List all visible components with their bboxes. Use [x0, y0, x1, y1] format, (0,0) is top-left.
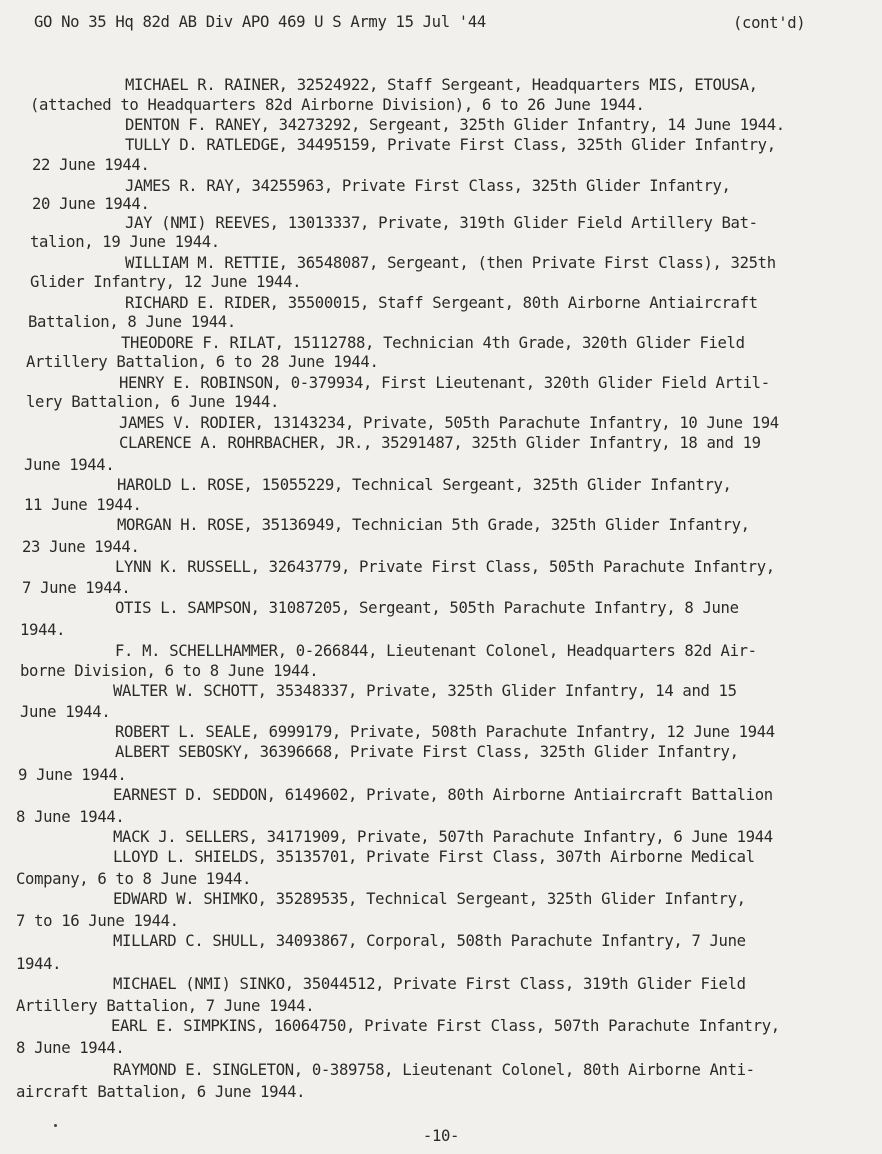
text-line: 7 June 1944. — [22, 579, 131, 597]
text-line: 22 June 1944. — [32, 156, 150, 174]
text-line: EDWARD W. SHIMKO, 35289535, Technical Sergeant, 325th Glider Infantry, — [113, 890, 746, 908]
text-line: 1944. — [20, 621, 66, 639]
text-line: MORGAN H. ROSE, 35136949, Technician 5th Grade, 325th Glider Infantry, — [117, 516, 750, 534]
text-line: F. M. SCHELLHAMMER, 0-266844, Lieutenant Colonel, Headquarters 82d Air- — [115, 642, 757, 660]
text-line: LYNN K. RUSSELL, 32643779, Private First Class, 505th Parachute Infantry, — [115, 558, 775, 576]
order-reference: GO No 35 Hq 82d AB Div APO 469 U S Army 15 Jul '44 — [34, 13, 486, 31]
text-line: Company, 6 to 8 June 1944. — [16, 870, 251, 888]
text-line: 1944. — [16, 955, 62, 973]
text-line: Artillery Battalion, 6 to 28 June 1944. — [26, 353, 379, 371]
continued-marker: (cont'd) — [733, 14, 806, 32]
text-line: lery Battalion, 6 June 1944. — [26, 393, 280, 411]
page-number: -10- — [422, 1127, 460, 1145]
text-line: JAMES V. RODIER, 13143234, Private, 505th Parachute Infantry, 10 June 194 — [119, 414, 779, 432]
text-line: ROBERT L. SEALE, 6999179, Private, 508th Parachute Infantry, 12 June 1944 — [115, 723, 775, 741]
text-line: June 1944. — [20, 703, 111, 721]
text-line: 8 June 1944. — [16, 808, 125, 826]
text-line: ALBERT SEBOSKY, 36396668, Private First Class, 325th Glider Infantry, — [115, 743, 739, 761]
text-line: 20 June 1944. — [32, 195, 150, 213]
text-line: JAY (NMI) REEVES, 13013337, Private, 319th Glider Field Artillery Bat- — [125, 214, 758, 232]
text-line: MICHAEL (NMI) SINKO, 35044512, Private First Class, 319th Glider Field — [113, 975, 746, 993]
text-line: CLARENCE A. ROHRBACHER, JR., 35291487, 325th Glider Infantry, 18 and 19 — [119, 434, 761, 452]
text-line: 7 to 16 June 1944. — [16, 912, 179, 930]
text-line: 23 June 1944. — [22, 538, 140, 556]
text-line: JAMES R. RAY, 34255963, Private First Class, 325th Glider Infantry, — [125, 177, 731, 195]
text-line: MICHAEL R. RAINER, 32524922, Staff Sergeant, Headquarters MIS, ETOUSA, — [125, 76, 758, 94]
text-line: MACK J. SELLERS, 34171909, Private, 507th Parachute Infantry, 6 June 1944 — [113, 828, 773, 846]
text-line: talion, 19 June 1944. — [30, 233, 220, 251]
text-line: MILLARD C. SHULL, 34093867, Corporal, 508th Parachute Infantry, 7 June — [113, 932, 746, 950]
text-line: EARNEST D. SEDDON, 6149602, Private, 80th Airborne Antiaircraft Battalion — [113, 786, 773, 804]
text-line: 8 June 1944. — [16, 1039, 125, 1057]
text-line: 9 June 1944. — [18, 766, 127, 784]
order-header — [0, 0, 882, 40]
text-line: Artillery Battalion, 7 June 1944. — [16, 997, 315, 1015]
text-line: HENRY E. ROBINSON, 0-379934, First Lieutenant, 320th Glider Field Artil- — [119, 374, 770, 392]
text-line: WILLIAM M. RETTIE, 36548087, Sergeant, (then Private First Class), 325th — [125, 254, 776, 272]
text-line: TULLY D. RATLEDGE, 34495159, Private First Class, 325th Glider Infantry, — [125, 136, 776, 154]
text-line: OTIS L. SAMPSON, 31087205, Sergeant, 505th Parachute Infantry, 8 June — [115, 599, 739, 617]
text-line: borne Division, 6 to 8 June 1944. — [20, 662, 319, 680]
text-line: LLOYD L. SHIELDS, 35135701, Private First Class, 307th Airborne Medical — [113, 848, 755, 866]
text-line: RICHARD E. RIDER, 35500015, Staff Sergeant, 80th Airborne Antiaircraft — [125, 294, 758, 312]
text-line: 11 June 1944. — [24, 496, 142, 514]
text-line: THEODORE F. RILAT, 15112788, Technician 4th Grade, 320th Glider Field — [121, 334, 745, 352]
text-line: WALTER W. SCHOTT, 35348337, Private, 325th Glider Infantry, 14 and 15 — [113, 682, 737, 700]
text-line: (attached to Headquarters 82d Airborne Division), 6 to 26 June 1944. — [30, 96, 645, 114]
text-line: DENTON F. RANEY, 34273292, Sergeant, 325th Glider Infantry, 14 June 1944. — [125, 116, 785, 134]
text-line: aircraft Battalion, 6 June 1944. — [16, 1083, 306, 1101]
text-line: Battalion, 8 June 1944. — [28, 313, 236, 331]
text-line: HAROLD L. ROSE, 15055229, Technical Sergeant, 325th Glider Infantry, — [117, 476, 732, 494]
text-line: RAYMOND E. SINGLETON, 0-389758, Lieutenant Colonel, 80th Airborne Anti- — [113, 1061, 755, 1079]
text-line: June 1944. — [24, 456, 115, 474]
text-line: Glider Infantry, 12 June 1944. — [30, 273, 302, 291]
text-line: EARL E. SIMPKINS, 16064750, Private First Class, 507th Parachute Infantry, — [111, 1017, 780, 1035]
